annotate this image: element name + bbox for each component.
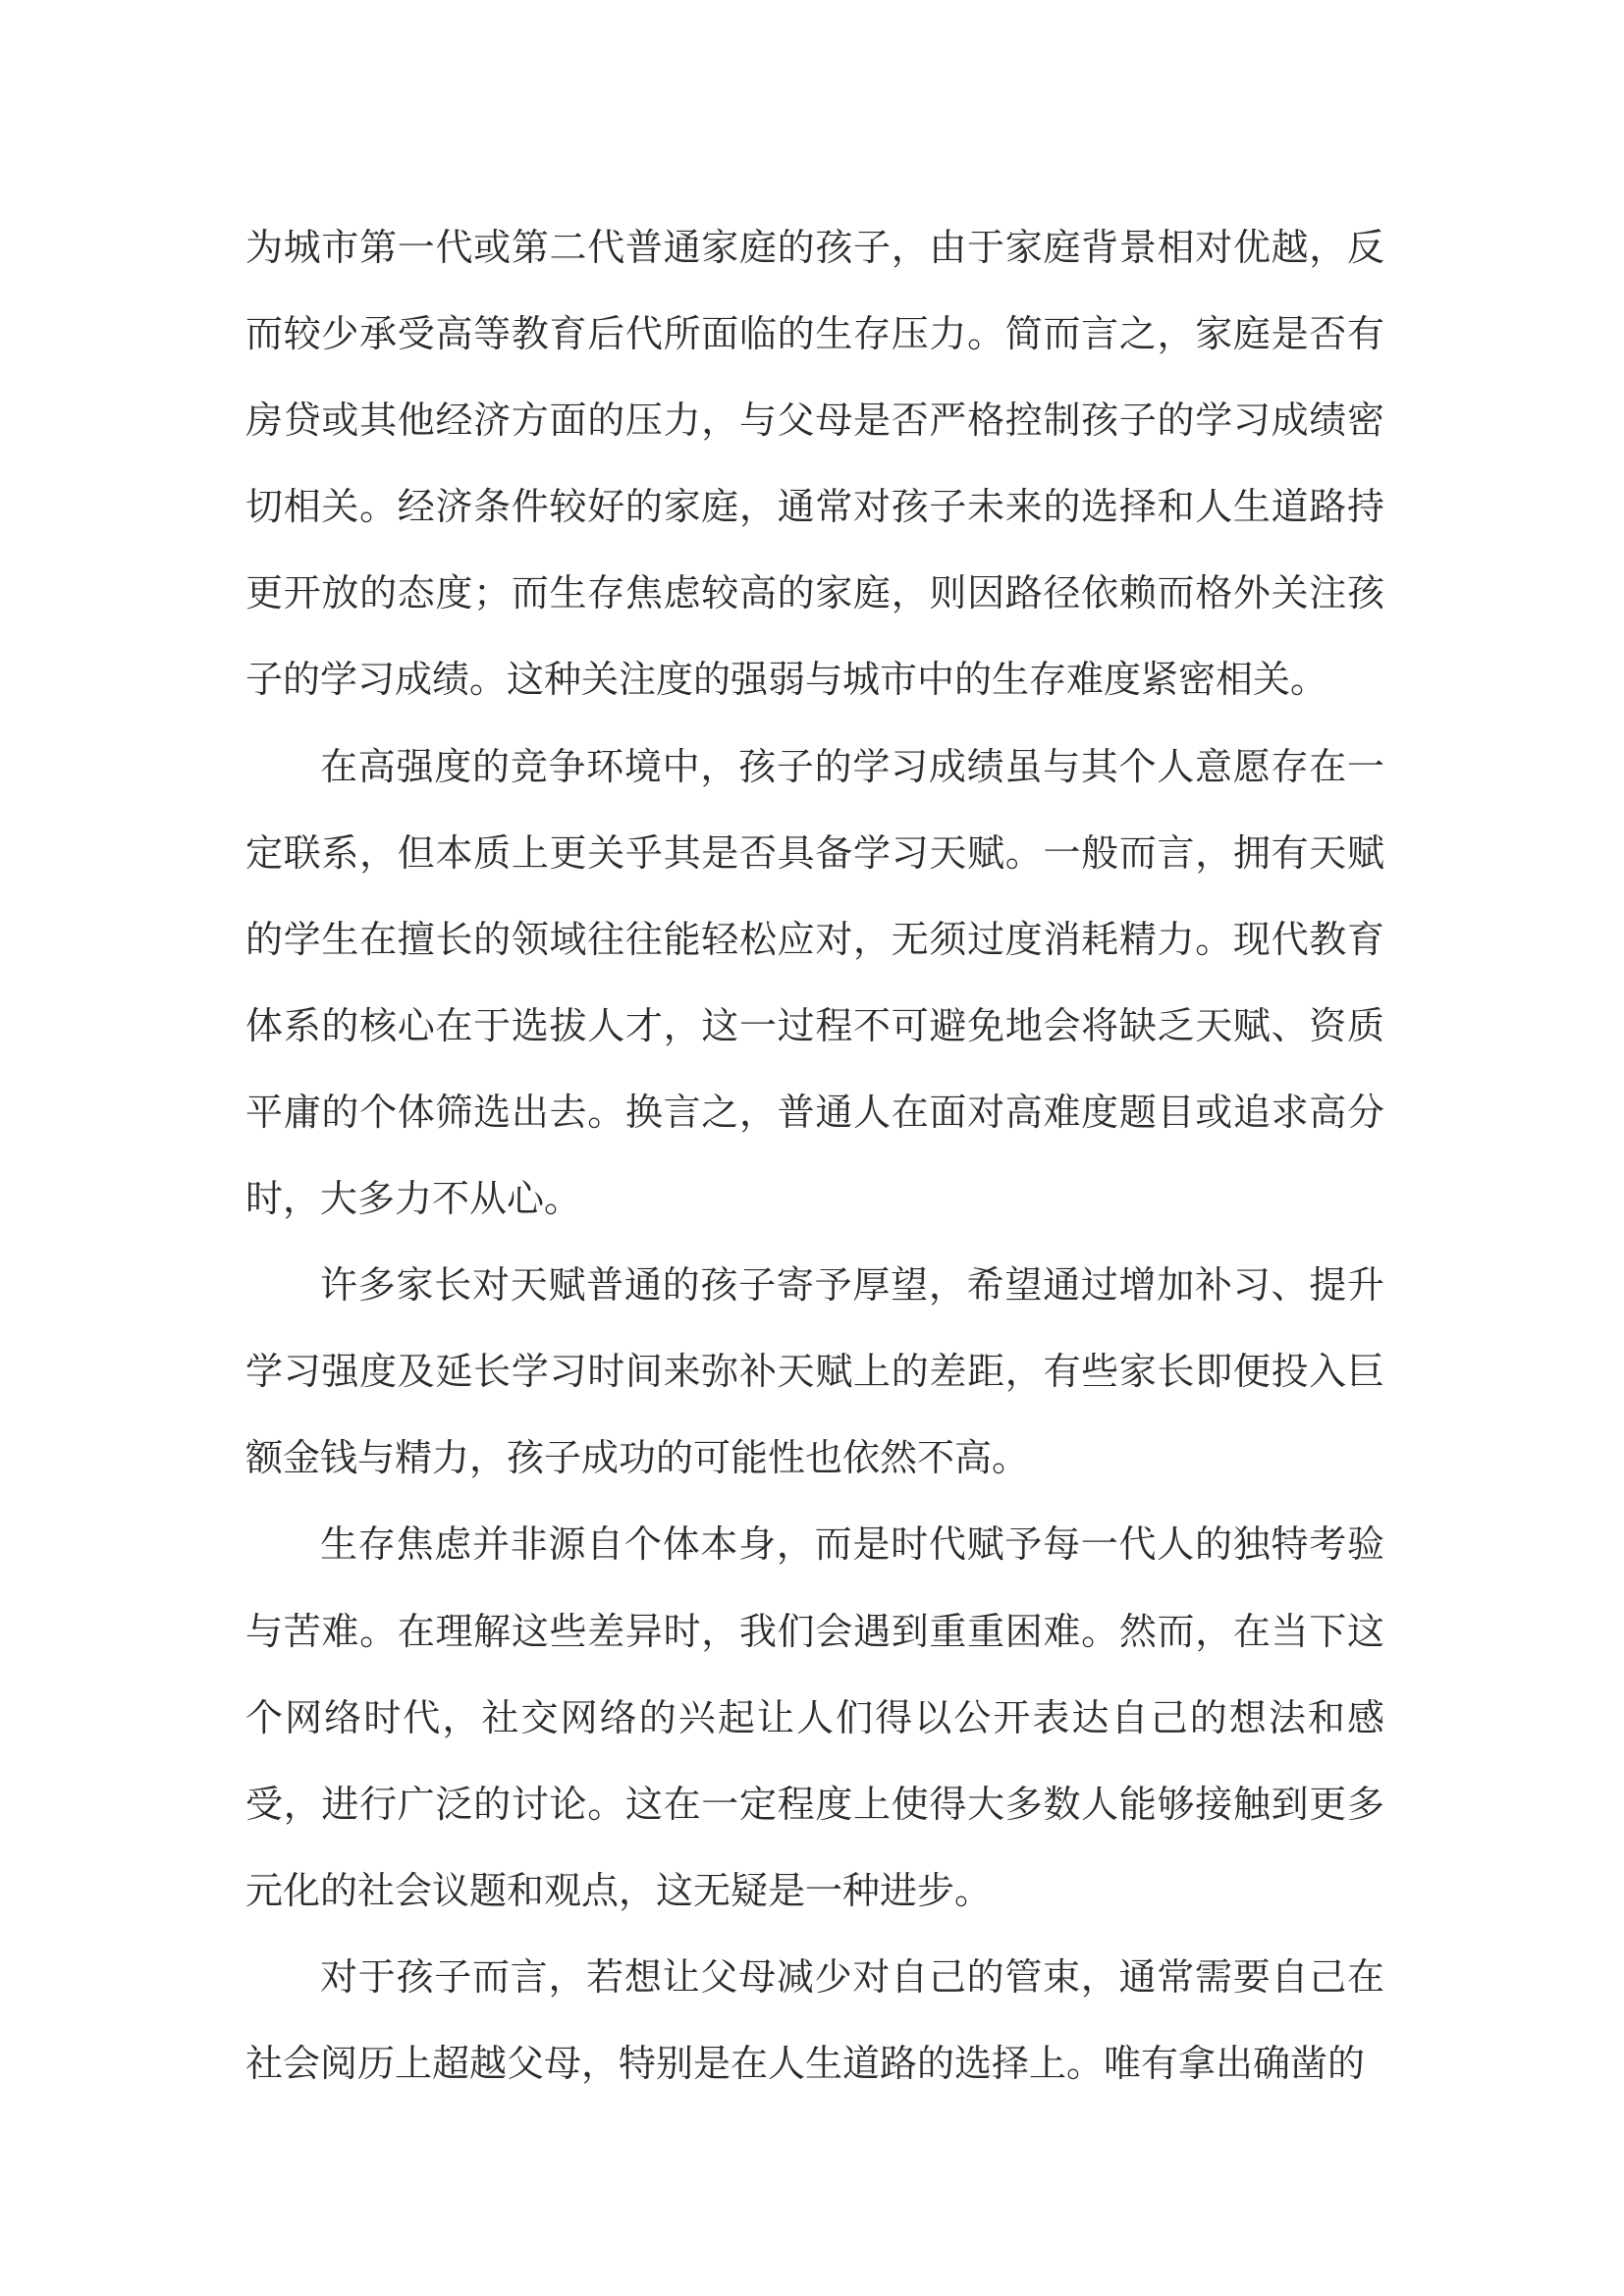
paragraph-3: 许多家长对天赋普通的孩子寄予厚望，希望通过增加补习、提升学习强度及延长学习时间来弥补天赋上的差距，有些家长即便投入巨额金钱与精力，孩子成功的可能性也依然不高。 bbox=[245, 1263, 1384, 1480]
body-text bbox=[245, 204, 1384, 2107]
paragraph-5: 对于孩子而言，若想让父母减少对自己的管束，通常需要自己在社会阅历上超越父母，特别是在人生道路的选择上。唯有拿出确凿的 bbox=[245, 1954, 1384, 2085]
paragraph-1: 为城市第一代或第二代普通家庭的孩子，由于家庭背景相对优越，反而较少承受高等教育后代所面临的生存压力。简而言之，家庭是否有房贷或其他经济方面的压力，与父母是否严格控制孩子的学习成绩密切相关。经济条件较好的家庭，通常对孩子未来的选择和人生道路持更开放的态度；而生存焦虑较高的家庭，则因路径依赖而格外关注孩子的学习成绩。这种关注度的强弱与城市中的生存难度紧密相关。 bbox=[245, 226, 1384, 702]
paragraph-4: 生存焦虑并非源自个体本身，而是时代赋予每一代人的独特考验与苦难。在理解这些差异时，我们会遇到重重困难。然而，在当下这个网络时代，社交网络的兴起让人们得以公开表达自己的想法和感受，进行广泛的讨论。这在一定程度上使得大多数人能够接触到更多元化的社会议题和观点，这无疑是一种进步。 bbox=[245, 1522, 1384, 1912]
paragraph-2: 在高强度的竞争环境中，孩子的学习成绩虽与其个人意愿存在一定联系，但本质上更关乎其是否具备学习天赋。一般而言，拥有天赋的学生在擅长的领域往往能轻松应对，无须过度消耗精力。现代教育体系的核心在于选拔人才，这一过程不可避免地会将缺乏天赋、资质平庸的个体筛选出去。换言之，普通人在面对高难度题目或追求高分时，大多力不从心。 bbox=[245, 744, 1384, 1221]
